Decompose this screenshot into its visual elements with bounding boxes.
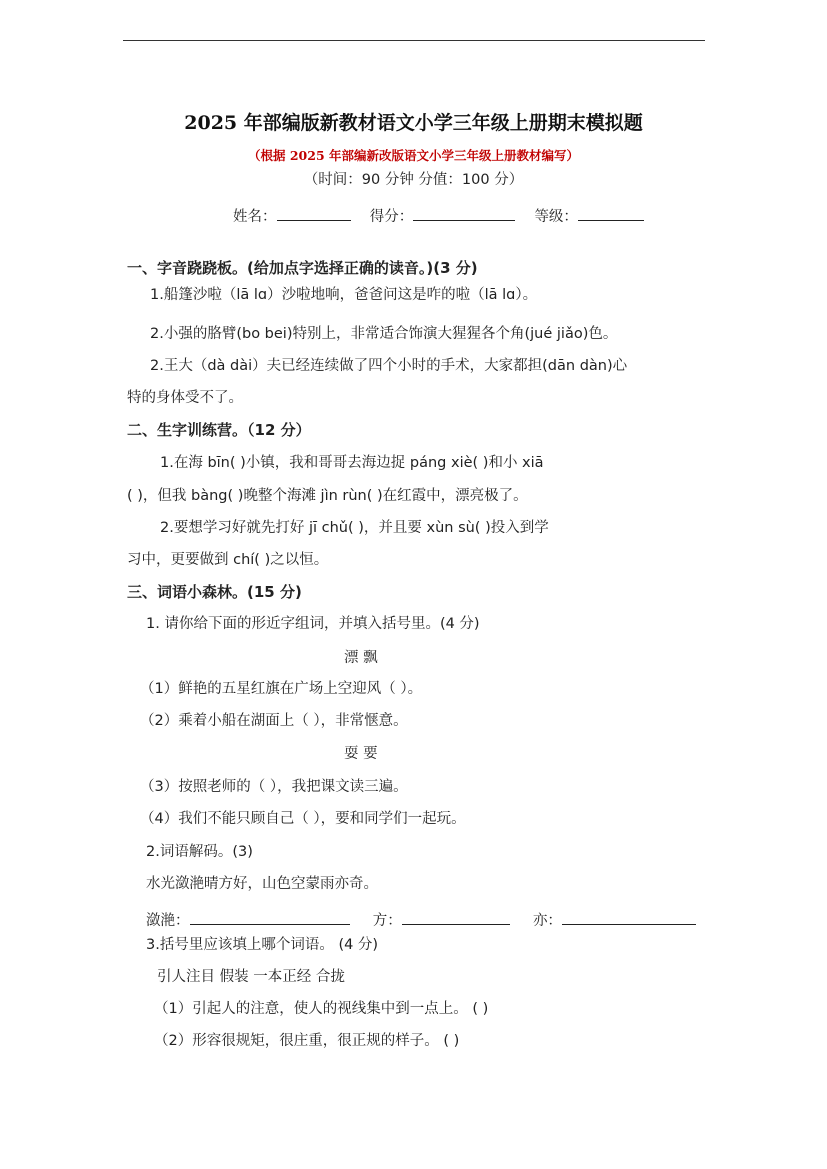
lianyan-label: 潋滟： <box>146 913 190 929</box>
score-label: 得分： <box>369 209 414 225</box>
section3-part2-answers <box>146 907 696 931</box>
lianyan-field[interactable] <box>190 907 350 925</box>
section2-heading: 二、生字训练营。（12 分） <box>127 421 311 439</box>
time-score-info: （时间：90 分钟 分值：100 分） <box>303 172 524 188</box>
section3-part1-chars-b: 耍 要 <box>344 746 378 762</box>
fang-field[interactable] <box>402 907 510 925</box>
section1-q1: 1.船篷沙啦（lā lɑ）沙啦地响，爸爸问这是咋的啦（lā lɑ）。 <box>150 287 538 303</box>
name-label: 姓名： <box>233 209 277 225</box>
section3-part1-q2: （2）乘着小船在湖面上（ ），非常惬意。 <box>140 713 408 729</box>
section2-q2-line2: 习中，更要做到 chí( )之以恒。 <box>127 552 329 568</box>
section1-heading: 一、字音跷跷板。(给加点字选择正确的读音。)(3 分) <box>127 259 478 277</box>
section3-part1-q4: （4）我们不能只顾自己（ ），要和同学们一起玩。 <box>140 811 466 827</box>
fang-label: 方： <box>372 913 402 929</box>
section3-part3-q2: （2）形容很规矩，很庄重，很正规的样子。 ( ) <box>154 1033 460 1049</box>
yi-label: 亦： <box>532 913 562 929</box>
section3-part3-q1: （1）引起人的注意，使人的视线集中到一点上。 ( ) <box>154 1001 489 1017</box>
yi-field[interactable] <box>562 907 696 925</box>
section2-q1-line2: ( )，但我 bàng( )晚整个海滩 jìn rùn( )在红霞中，漂亮极了。 <box>127 488 528 504</box>
section2-q2-line1: 2.要想学习好就先打好 jī chǔ( )，并且要 xùn sù( )投入到学 <box>160 520 549 536</box>
section3-part1-q3: （3）按照老师的（ ），我把课文读三遍。 <box>140 779 408 795</box>
page-subtitle: （根据 2025 年部编新改版语文小学三年级上册教材编写） <box>248 148 579 163</box>
section1-q2: 2.小强的胳臂(bo bei)特别上，非常适合饰演大猩猩各个角(jué jiǎo)色。 <box>150 326 618 342</box>
section3-part3-options: 引人注目 假装 一本正经 合拢 <box>157 969 345 985</box>
grade-label: 等级： <box>534 209 578 225</box>
section3-part2-intro: 2.词语解码。(3) <box>146 844 253 860</box>
top-rule <box>123 40 705 41</box>
grade-field[interactable] <box>578 203 644 221</box>
section1-q3-line1: 2.王大（dà dài）夫已经连续做了四个小时的手术，大家都担(dān dàn)心 <box>150 358 628 374</box>
section3-part3-intro: 3.括号里应该填上哪个词语。 (4 分) <box>146 937 379 953</box>
section3-heading: 三、词语小森林。(15 分) <box>127 583 302 601</box>
section3-part1-q1: （1）鲜艳的五星红旗在广场上空迎风（ ）。 <box>140 681 423 697</box>
section3-part1-intro: 1. 请你给下面的形近字组词，并填入括号里。(4 分) <box>146 616 480 632</box>
student-info-row <box>233 203 644 227</box>
name-field[interactable] <box>277 203 351 221</box>
section2-q1-line1: 1.在海 bīn( )小镇，我和哥哥去海边捉 páng xiè( )和小 xiā <box>160 455 544 471</box>
section1-q3-line2: 特的身体受不了。 <box>127 390 243 406</box>
score-field[interactable] <box>413 203 515 221</box>
section3-part1-chars-a: 漂 飘 <box>344 650 378 666</box>
section3-part2-poem: 水光潋滟晴方好，山色空蒙雨亦奇。 <box>146 876 378 892</box>
page-title: 2025 年部编版新教材语文小学三年级上册期末模拟题 <box>184 112 643 134</box>
